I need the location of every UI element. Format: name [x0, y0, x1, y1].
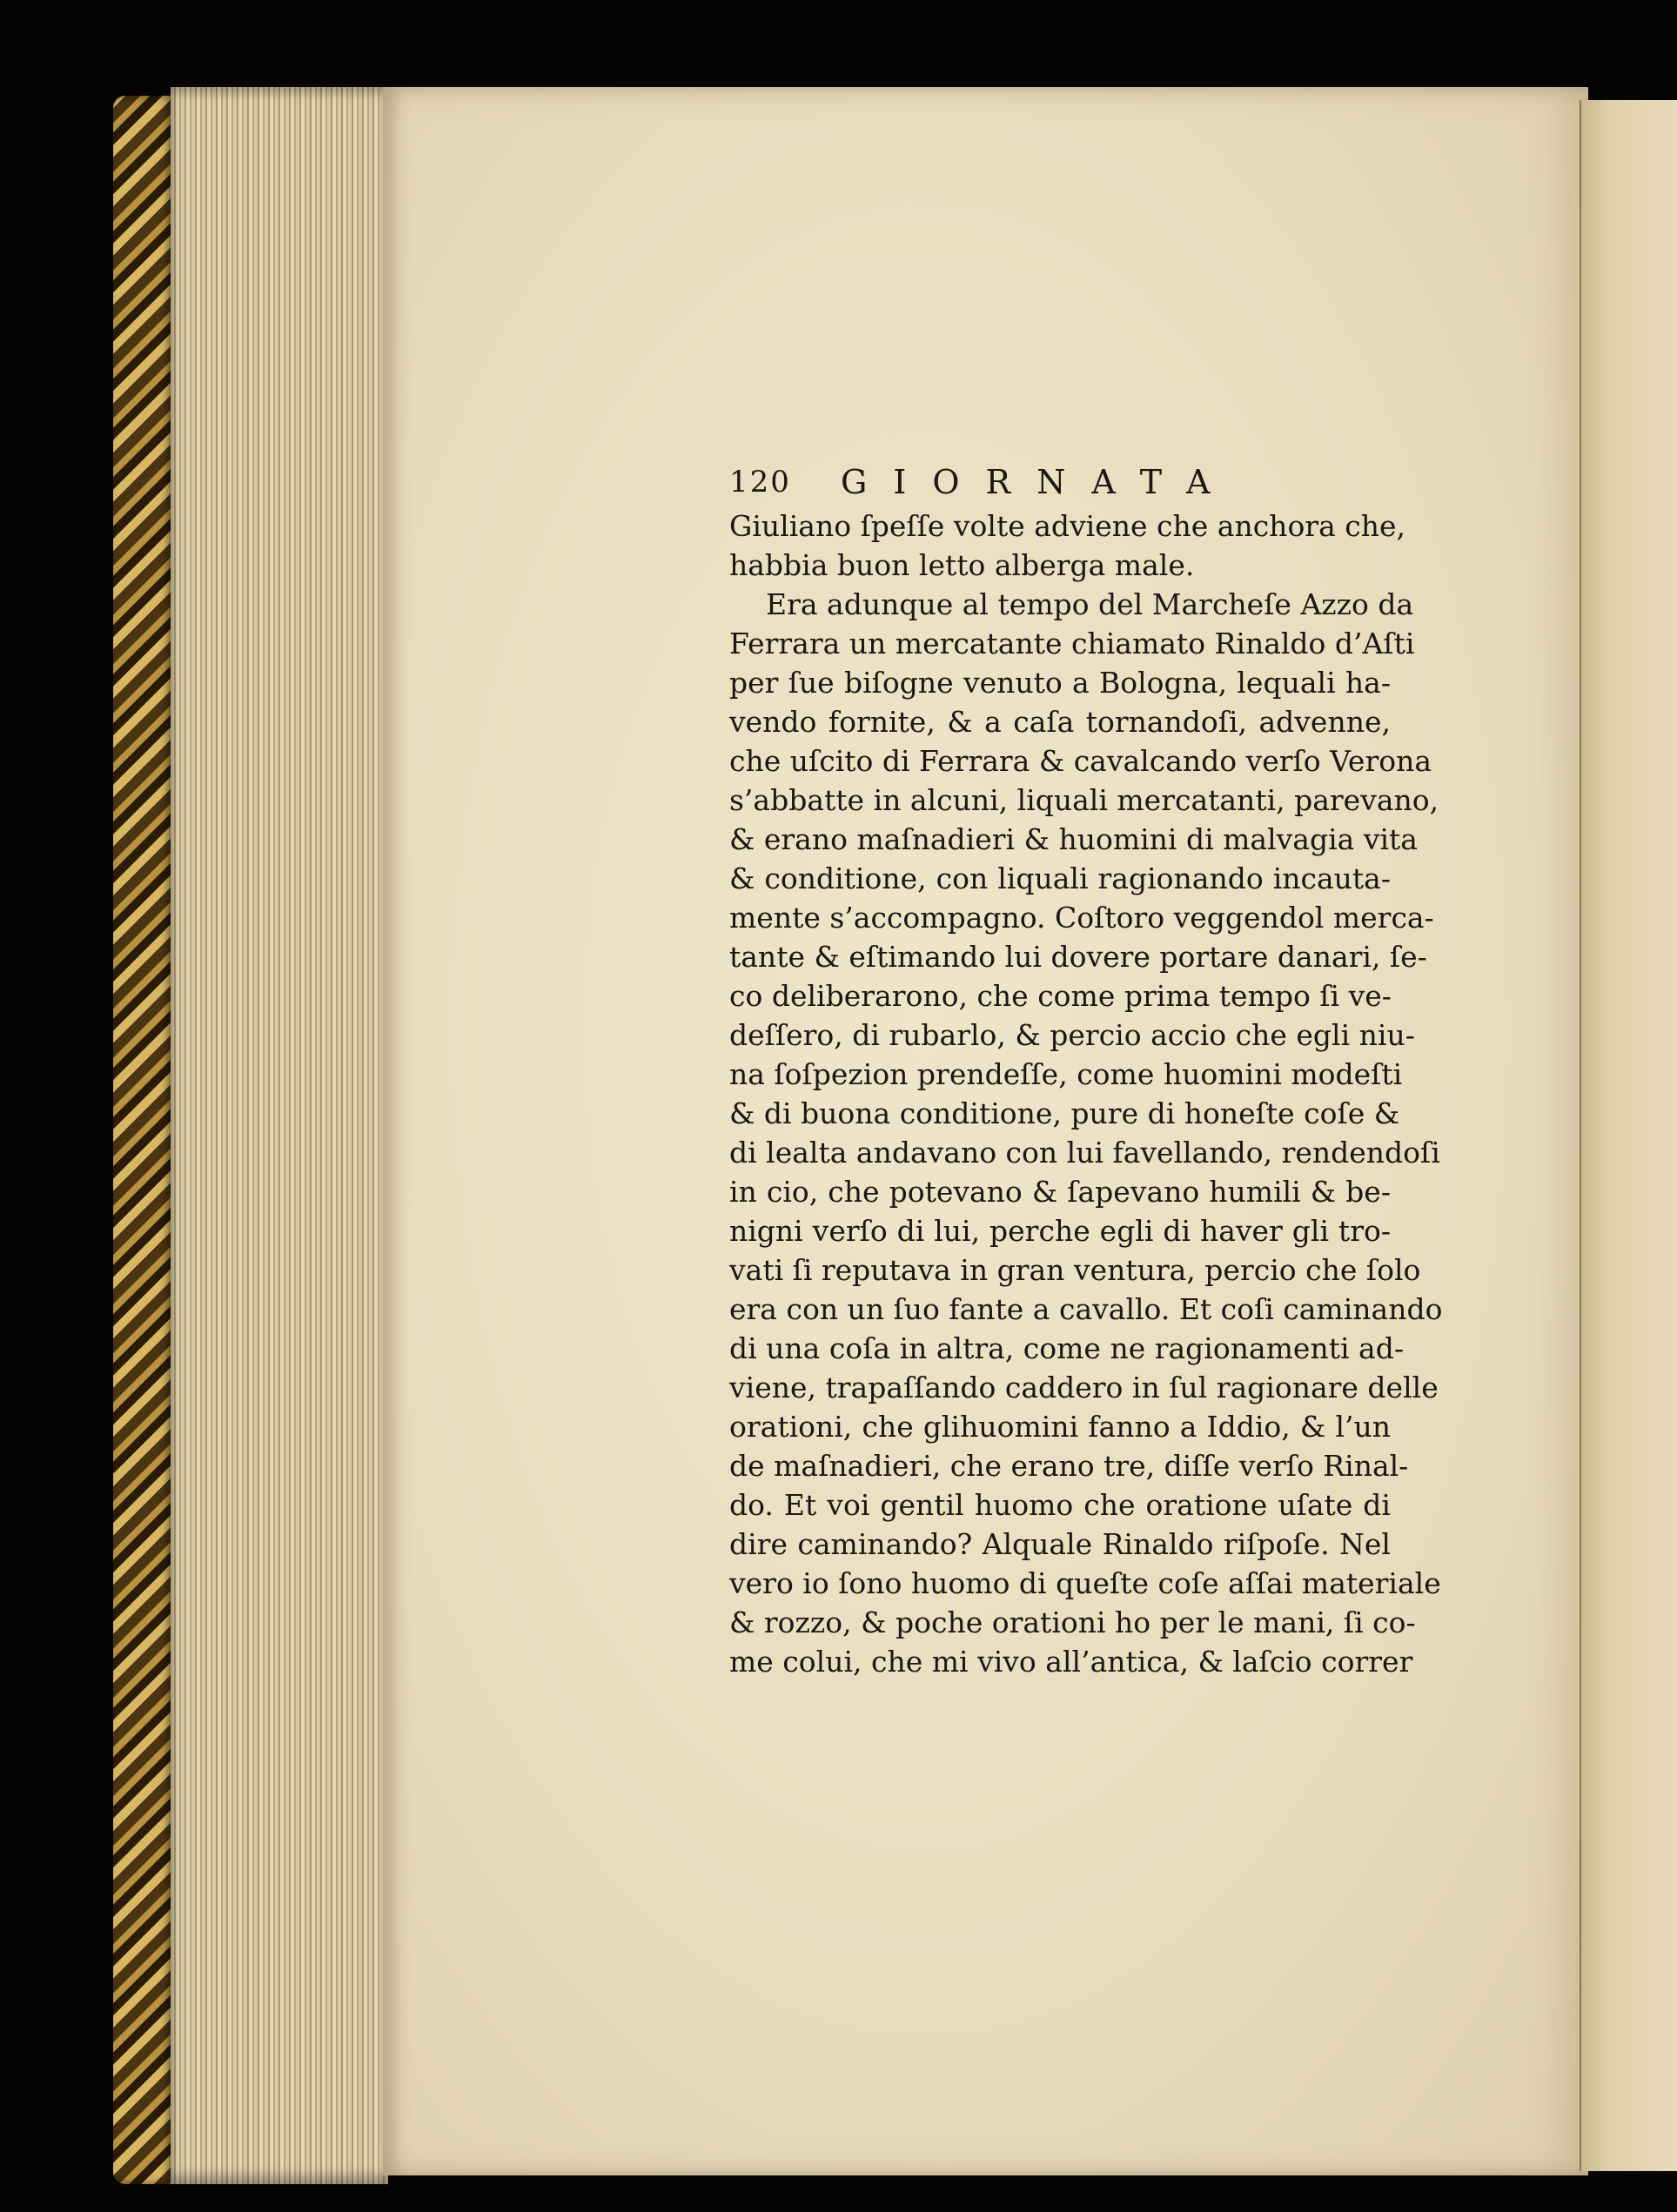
text-line: vendo fornite, & a caſa tornandoſi, advenne, — [729, 705, 1391, 739]
text-line: vati ſi reputava in gran ventura, percio che ſolo — [729, 1253, 1421, 1287]
text-line: di lealta andavano con lui favellando, rendendoſi — [729, 1136, 1440, 1170]
running-head — [729, 461, 1391, 506]
page-text — [729, 461, 1443, 1681]
text-line: na ſoſpezion prendeſſe, come huomini modeſti — [729, 1057, 1403, 1091]
text-line: era con un ſuo fante a cavallo. Et coſi caminando — [729, 1292, 1443, 1326]
text-line: in cio, che potevano & ſapevano humili & be- — [729, 1175, 1391, 1209]
text-line: & rozzo, & poche orationi ho per le mani, ſi co- — [729, 1605, 1416, 1639]
text-line: viene, trapaſſando caddero in ſul ragionare delle — [729, 1371, 1439, 1404]
text-line: habbia buon letto alberga male. — [729, 548, 1195, 582]
text-line: di una coſa in altra, come ne ragionamenti ad- — [729, 1331, 1404, 1365]
text-line: s’abbatte in alcuni, liquali mercatanti, parevano, — [729, 783, 1439, 817]
text-line: nigni verſo di lui, perche egli di haver gli tro- — [729, 1214, 1391, 1248]
text-line: Giuliano ſpeſſe volte adviene che anchora che, — [729, 509, 1405, 543]
text-line: do. Et voi gentil huomo che oratione uſate di — [729, 1488, 1391, 1522]
text-line: & conditione, con liquali ragionando incauta- — [729, 861, 1391, 895]
text-line: deſſero, di rubarlo, & percio accio che egli niu- — [729, 1018, 1415, 1052]
text-line: de maſnadieri, che erano tre, diſſe verſo Rinal- — [729, 1449, 1409, 1483]
page-number: 120 — [729, 465, 791, 499]
text-line: Ferrara un mercatante chiamato Rinaldo d’Aſti — [729, 627, 1415, 660]
text-line: tante & eſtimando lui dovere portare danari, ſe- — [729, 940, 1427, 974]
text-line: & erano maſnadieri & huomini di malvagia vita — [729, 822, 1418, 856]
text-line: Era adunque al tempo del Marcheſe Azzo da — [766, 587, 1414, 621]
text-line: me colui, che mi vivo all’antica, & laſcio correr — [729, 1645, 1413, 1679]
text-line: che uſcito di Ferrara & cavalcando verſo Verona — [729, 744, 1432, 778]
text-line: dire caminando? Alquale Rinaldo riſpoſe. Nel — [729, 1527, 1391, 1561]
text-line: orationi, che glihuomini fanno a Iddio, & l’un — [729, 1410, 1391, 1444]
text-line: mente s’accompagno. Coſtoro veggendol merca- — [729, 901, 1434, 935]
text-line: per ſue biſogne venuto a Bologna, lequali ha- — [729, 666, 1391, 700]
facing-page — [1580, 100, 1677, 2171]
book-spine — [113, 96, 174, 2184]
text-line: vero io ſono huomo di queſte coſe aſſai materiale — [729, 1566, 1441, 1600]
page-edges — [171, 87, 388, 2184]
text-line: & di buona conditione, pure di honeſte coſe & — [729, 1096, 1400, 1130]
running-title: GIORNATA — [841, 463, 1237, 501]
text-line: co deliberarono, che come prima tempo ſi ve- — [729, 979, 1392, 1013]
